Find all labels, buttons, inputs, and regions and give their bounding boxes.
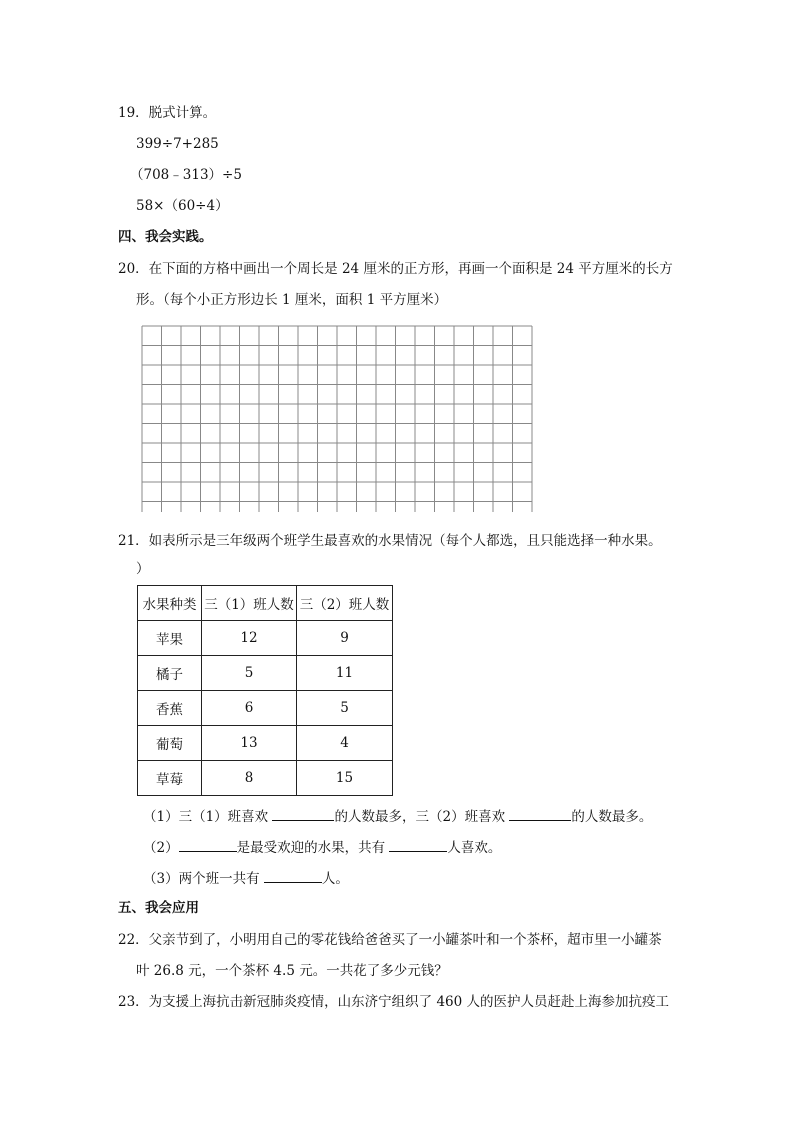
q19-expression-1: 399÷7+285 (136, 136, 219, 152)
q21-sub3-text-b: 人。 (321, 871, 349, 887)
answer-blank-2[interactable] (509, 806, 571, 821)
table-row (138, 761, 393, 796)
q20-text-line-1: 20．在下面的方格中画出一个周长是 24 厘米的正方形，再画一个面积是 24 平方厘米的长方 (118, 261, 673, 277)
q19-expression-2: （708﹣313）÷5 (130, 167, 242, 183)
q23-text-line-1: 23．为支援上海抗击新冠肺炎疫情，山东济宁组织了 460 人的医护人员赶赴上海参加抗疫工 (118, 994, 670, 1010)
drawing-grid[interactable] (140, 322, 534, 512)
class-1-count: 6 (202, 691, 297, 726)
q20-text-line-2: 形。（每个小正方形边长 1 厘米，面积 1 平方厘米） (136, 292, 448, 308)
class-1-count: 8 (202, 761, 297, 796)
q21-sub1-text-c: 的人数最多。 (571, 809, 653, 825)
header-class-1-count: 三（1）班人数 (202, 586, 297, 621)
q21-sub1-text-a: （1）三（1）班喜欢 (143, 809, 273, 825)
q21-sub-question-1 (143, 806, 652, 826)
answer-blank-5[interactable] (264, 868, 322, 883)
q21-sub3-text-a: （3）两个班一共有 (143, 871, 264, 887)
class-1-count: 5 (202, 656, 297, 691)
table-header-row (138, 586, 393, 621)
class-2-count: 5 (297, 691, 393, 726)
fruit-name: 香蕉 (138, 691, 202, 726)
fruit-name: 葡萄 (138, 726, 202, 761)
q22-text-line-1: 22．父亲节到了，小明用自己的零花钱给爸爸买了一小罐茶叶和一个茶杯，超市里一小罐茶 (118, 932, 662, 948)
fruit-preference-table (137, 585, 393, 796)
q19-expression-3: 58×（60÷4） (136, 198, 229, 214)
fruit-name: 橘子 (138, 656, 202, 691)
table-row (138, 621, 393, 656)
table-row (138, 656, 393, 691)
fruit-name: 苹果 (138, 621, 202, 656)
class-2-count: 9 (297, 621, 393, 656)
q21-text-line-2: ） (136, 561, 150, 577)
q21-sub-question-2 (143, 837, 501, 857)
class-2-count: 11 (297, 656, 393, 691)
header-fruit-type: 水果种类 (138, 586, 202, 621)
q21-sub1-text-b: 的人数最多，三（2）班喜欢 (334, 809, 510, 825)
q19-title: 19．脱式计算。 (118, 105, 217, 121)
section-4-title: 四、我会实践。 (118, 229, 213, 245)
q21-sub-question-3 (143, 868, 349, 888)
class-1-count: 13 (202, 726, 297, 761)
table-row (138, 726, 393, 761)
q21-sub2-text-c: 人喜欢。 (447, 840, 502, 856)
class-2-count: 4 (297, 726, 393, 761)
q21-sub2-text-b: 是最受欢迎的水果，共有 (236, 840, 390, 856)
q22-text-line-2: 叶 26.8 元，一个茶杯 4.5 元。一共花了多少元钱？ (136, 963, 448, 979)
class-1-count: 12 (202, 621, 297, 656)
q21-text-line-1: 21．如表所示是三年级两个班学生最喜欢的水果情况（每个人都选，且只能选择一种水果。 (118, 533, 662, 549)
answer-blank-1[interactable] (272, 806, 334, 821)
table-row (138, 691, 393, 726)
header-class-2-count: 三（2）班人数 (297, 586, 393, 621)
answer-blank-3[interactable] (179, 837, 237, 852)
class-2-count: 15 (297, 761, 393, 796)
q21-sub2-text-a: （2） (143, 840, 179, 856)
section-5-title: 五、我会应用 (118, 900, 199, 916)
answer-blank-4[interactable] (389, 837, 447, 852)
fruit-name: 草莓 (138, 761, 202, 796)
